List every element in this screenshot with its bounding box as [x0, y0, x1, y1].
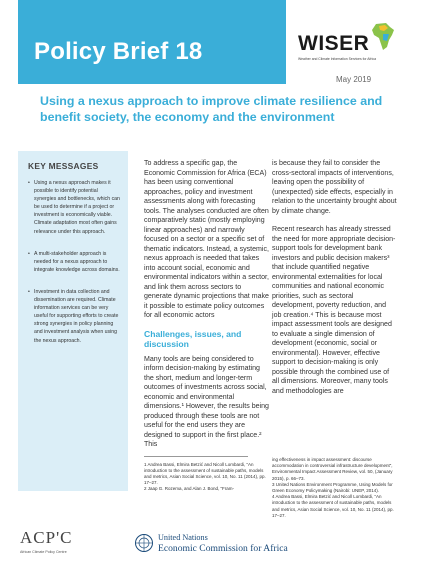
footnote-divider: [144, 456, 248, 457]
footnote: 2 Jaap G. Rozema, and Alan J. Bond, “Fram-: [144, 486, 235, 492]
key-messages-list: [28, 179, 120, 345]
body-paragraph: is because they fail to consider the cross-sectoral impacts of interventions, leaving open the possibility of (unexpected) side effects, especially in relation to the uncertainty brought about by climate change.: [272, 160, 397, 215]
publication-date: May 2019: [336, 75, 372, 84]
wiser-tagline: Weather and Climate Information Services for Africa: [298, 57, 376, 61]
footnote: 1 Andrea Bassi, Elmira Betzić and Nicoll Lombardi, “An introduction to the assessment of sustainable paths, models and metrics, Asian Social Science, vol. 10, No. 11 (2014), pp. 17–27.: [144, 461, 266, 486]
africa-map-icon: [370, 22, 396, 52]
body-column-2: [272, 159, 397, 396]
body-paragraph: Recent research has already stressed the need for more appropriate decision-support tools for development bank investors and public decision makers³ that include quantified negative environmental externalities for local communities and national economic priorities, such as sectoral development, poverty reduction, and job creation.⁴ This is because most impact assessment tools are designed to evaluate a single dimension of development (economic, social or environmental). However, effective support to decision-making is only possible through the combined use of all dimensions. Moreover, many tools and methodologies are: [272, 226, 396, 395]
acpc-logo: [20, 528, 80, 560]
un-eca-name: Economic Commission for Africa: [158, 543, 288, 554]
un-emblem-icon: [134, 533, 154, 553]
un-name: United Nations: [158, 533, 208, 542]
body-column-1: [144, 159, 269, 493]
wiser-logo-text: WISER: [298, 32, 370, 55]
key-message-item: • A multi-stakeholder approach is needed for a nexus approach to integrate knowledge across domains.: [28, 250, 120, 274]
footnote: ing effectiveness in impact assessment: discourse accommodation in controversial infrastructure development”, Environmental Impact Assessment Review, vol. 50, (January 2015), p. 66–73.: [272, 457, 393, 481]
column-2-footnotes: [272, 457, 397, 519]
headline: Using a nexus approach to improve climate resilience and benefit society, the economy and the environment: [40, 94, 383, 124]
key-messages-box: [18, 151, 128, 491]
acpc-logo-text: ACP'C: [20, 528, 73, 547]
footnote: 4 Andrea Bassi, Elmira Betzić and Nicoll Lombardi, “An introduction to the assessment of sustainable paths, models and metrics, Asian Social Science, vol. 10, No. 11 (2014), pp. 17–27.: [272, 494, 394, 518]
title-banner: [18, 0, 286, 84]
footnote: 3 United Nations Environment Programme, Using Models for Green Economy Policymaking (Nairobi: UNEP, 2014).: [272, 481, 393, 494]
section-heading: Challenges, issues, and discussion: [144, 328, 242, 349]
body-paragraph: Many tools are being considered to inform decision-making by estimating the short, medium and longer-term outcomes of investments across social, economic and environmental dimensions.¹ However, the results being produced through these tools are not useful for the end users they are designed to support in the first place.² This: [144, 355, 269, 448]
body-paragraph: To address a specific gap, the Economic Commission for Africa (ECA) has been using conventional approaches, policy and investment assessments along with forecasting tools. The analyses conducted are often comparatively static (mostly employing linear approaches) and narrowly focused on a sector or a specific set of thematic indicators. Instead, a systemic, nexus approach is needed that takes into account social, economic and environmental indicators within a sector, and link them across sectors to generate dynamic projections that make it possible to estimate policy outcomes for all economic actors: [144, 160, 269, 319]
key-messages-title: KEY MESSAGES: [28, 161, 99, 171]
wiser-logo: [298, 22, 410, 62]
key-message-item: • Using a nexus approach makes it possible to identify potential synergies and bottlenecks, which can be used to determine if a project or investment is economically viable. Climate adaptation most often gains relevance under this approach.: [28, 179, 120, 236]
acpc-logo-subtitle: African Climate Policy Centre: [20, 550, 67, 554]
key-message-item: • Investment in data collection and dissemination are required. Climate information services can be very useful for supporting efforts to create strong synergies in policy planning and investment analysis when using the nexus approach.: [28, 288, 120, 345]
page-title: Policy Brief 18: [34, 38, 203, 65]
